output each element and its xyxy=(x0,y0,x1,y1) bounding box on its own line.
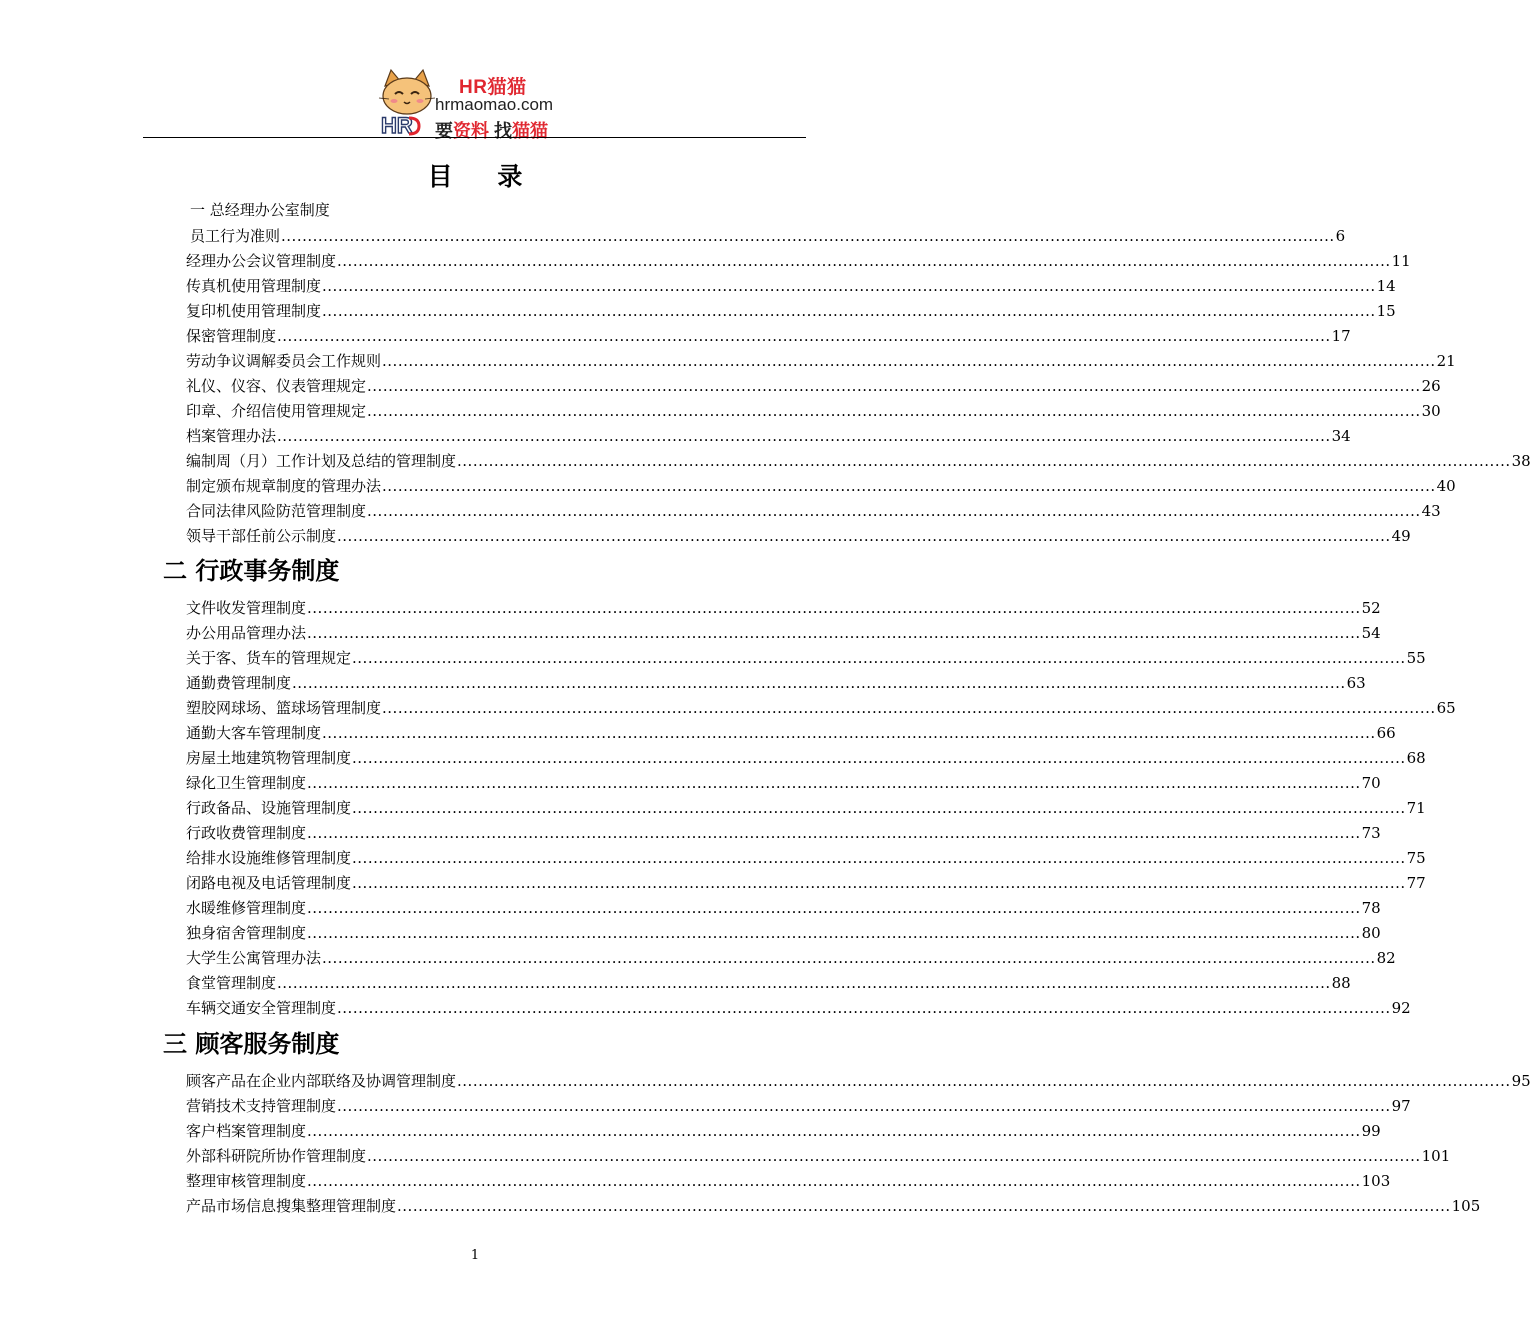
toc-entry-title: 编制周（月）工作计划及总结的管理制度 xyxy=(186,452,457,470)
toc-entry-page: 95 xyxy=(1511,1072,1531,1090)
toc-entry-page: 101 xyxy=(1421,1147,1451,1165)
hrmaomao-logo xyxy=(375,68,575,141)
toc-leader-dots: ........................................................................................................................................................................................................ xyxy=(352,874,1406,892)
toc-entry[interactable] xyxy=(186,847,1426,869)
toc-entry[interactable] xyxy=(186,622,1381,644)
toc-leader-dots: ........................................................................................................................................................................................................ xyxy=(307,1122,1361,1140)
toc-entry-page: 68 xyxy=(1406,749,1426,767)
section-heading-3: 三 顾客服务制度 xyxy=(163,1029,340,1058)
page-number: 1 xyxy=(470,1248,480,1263)
toc-entry[interactable] xyxy=(186,897,1381,919)
toc-entry-title: 员工行为准则 xyxy=(190,227,281,245)
toc-entry-page: 105 xyxy=(1451,1197,1481,1215)
toc-entry[interactable] xyxy=(186,300,1396,322)
toc-entry[interactable] xyxy=(186,997,1411,1019)
toc-entry-title: 产品市场信息搜集整理管理制度 xyxy=(186,1197,397,1215)
toc-entry-title: 大学生公寓管理办法 xyxy=(186,949,322,967)
toc-leader-dots: ........................................................................................................................................................................................................ xyxy=(367,1147,1421,1165)
toc-entry[interactable] xyxy=(186,672,1366,694)
toc-entry-page: 103 xyxy=(1361,1172,1391,1190)
toc-leader-dots: ........................................................................................................................................................................................................ xyxy=(457,452,1511,470)
toc-entry[interactable] xyxy=(186,525,1411,547)
toc-entry-page: 92 xyxy=(1391,999,1411,1017)
toc-entry-title: 劳动争议调解委员会工作规则 xyxy=(186,352,382,370)
toc-leader-dots: ........................................................................................................................................................................................................ xyxy=(337,252,1391,270)
toc-entry-title: 水暖维修管理制度 xyxy=(186,899,307,917)
toc-entry[interactable] xyxy=(186,1170,1391,1192)
header-divider xyxy=(143,137,806,138)
toc-leader-dots: ........................................................................................................................................................................................................ xyxy=(352,799,1406,817)
toc-entry[interactable] xyxy=(186,722,1396,744)
toc-entry-title: 档案管理办法 xyxy=(186,427,277,445)
toc-entry-title: 经理办公会议管理制度 xyxy=(186,252,337,270)
toc-leader-dots: ........................................................................................................................................................................................................ xyxy=(337,999,1391,1017)
toc-entry-title: 营销技术支持管理制度 xyxy=(186,1097,337,1115)
toc-leader-dots: ........................................................................................................................................................................................................ xyxy=(277,327,1331,345)
toc-entry[interactable] xyxy=(186,697,1456,719)
toc-entry[interactable] xyxy=(186,1070,1531,1092)
toc-entry[interactable] xyxy=(186,922,1381,944)
toc-leader-dots: ........................................................................................................................................................................................................ xyxy=(322,724,1376,742)
toc-entry[interactable] xyxy=(186,747,1426,769)
toc-entry-title: 通勤费管理制度 xyxy=(186,674,292,692)
toc-entry[interactable] xyxy=(186,450,1531,472)
toc-leader-dots: ........................................................................................................................................................................................................ xyxy=(277,427,1331,445)
toc-entry-title: 文件收发管理制度 xyxy=(186,599,307,617)
toc-entry[interactable] xyxy=(186,500,1441,522)
toc-entry-title: 闭路电视及电话管理制度 xyxy=(186,874,352,892)
toc-entry-page: 71 xyxy=(1406,799,1426,817)
toc-entry-page: 14 xyxy=(1376,277,1396,295)
toc-leader-dots: ........................................................................................................................................................................................................ xyxy=(322,949,1376,967)
toc-entry[interactable] xyxy=(186,597,1381,619)
toc-entry-title: 给排水设施维修管理制度 xyxy=(186,849,352,867)
site-url: hrmaomao.com xyxy=(435,95,554,114)
toc-entry[interactable] xyxy=(186,797,1426,819)
toc-leader-dots: ........................................................................................................................................................................................................ xyxy=(382,699,1436,717)
toc-entry-page: 73 xyxy=(1361,824,1381,842)
toc-leader-dots: ........................................................................................................................................................................................................ xyxy=(397,1197,1451,1215)
toc-entry-page: 52 xyxy=(1361,599,1381,617)
toc-entry[interactable] xyxy=(186,350,1456,372)
toc-entry-title: 食堂管理制度 xyxy=(186,974,277,992)
toc-entry-title: 顾客产品在企业内部联络及协调管理制度 xyxy=(186,1072,457,1090)
toc-entry-title: 制定颁布规章制度的管理办法 xyxy=(186,477,382,495)
toc-entry-page: 15 xyxy=(1376,302,1396,320)
toc-entry[interactable] xyxy=(186,425,1351,447)
toc-entry[interactable] xyxy=(186,822,1381,844)
page-header xyxy=(143,62,806,141)
toc-entry-title: 传真机使用管理制度 xyxy=(186,277,322,295)
toc-leader-dots: ........................................................................................................................................................................................................ xyxy=(277,974,1331,992)
toc-leader-dots: ........................................................................................................................................................................................................ xyxy=(307,1172,1361,1190)
toc-entry-page: 11 xyxy=(1391,252,1411,270)
toc-entry[interactable] xyxy=(186,400,1441,422)
toc-leader-dots: ........................................................................................................................................................................................................ xyxy=(382,477,1436,495)
toc-entry-title: 整理审核管理制度 xyxy=(186,1172,307,1190)
toc-entry-page: 63 xyxy=(1346,674,1366,692)
toc-leader-dots: ........................................................................................................................................................................................................ xyxy=(307,774,1361,792)
section-heading-2: 二 行政事务制度 xyxy=(163,556,340,585)
toc-entry-page: 65 xyxy=(1436,699,1456,717)
toc-entry-title: 保密管理制度 xyxy=(186,327,277,345)
toc-entry-page: 55 xyxy=(1406,649,1426,667)
toc-entry-title: 复印机使用管理制度 xyxy=(186,302,322,320)
toc-entry-title: 房屋土地建筑物管理制度 xyxy=(186,749,352,767)
toc-entry[interactable] xyxy=(186,1195,1481,1217)
toc-entry-title: 行政备品、设施管理制度 xyxy=(186,799,352,817)
toc-entry-title: 客户档案管理制度 xyxy=(186,1122,307,1140)
toc-entry-page: 78 xyxy=(1361,899,1381,917)
toc-entry-page: 99 xyxy=(1361,1122,1381,1140)
toc-leader-dots: ........................................................................................................................................................................................................ xyxy=(367,402,1421,420)
slogan: 要资料 找猫猫 xyxy=(435,121,549,141)
toc-entry-page: 66 xyxy=(1376,724,1396,742)
toc-leader-dots: ........................................................................................................................................................................................................ xyxy=(322,302,1376,320)
svg-text:HR: HR xyxy=(381,113,413,138)
toc-entry-title: 行政收费管理制度 xyxy=(186,824,307,842)
hr-badge-icon xyxy=(379,112,427,138)
toc-entry-title: 车辆交通安全管理制度 xyxy=(186,999,337,1017)
toc-entry-title: 礼仪、仪容、仪表管理规定 xyxy=(186,377,367,395)
toc-entry[interactable] xyxy=(186,375,1441,397)
toc-entry[interactable] xyxy=(186,647,1426,669)
toc-entry-title: 通勤大客车管理制度 xyxy=(186,724,322,742)
toc-entry[interactable] xyxy=(186,1120,1381,1142)
toc-entry[interactable] xyxy=(186,972,1351,994)
toc-leader-dots: ........................................................................................................................................................................................................ xyxy=(307,924,1361,942)
toc-entry-title: 绿化卫生管理制度 xyxy=(186,774,307,792)
toc-leader-dots: ........................................................................................................................................................................................................ xyxy=(352,849,1406,867)
toc-entry[interactable] xyxy=(186,250,1411,272)
toc-entry[interactable] xyxy=(186,772,1381,794)
toc-entry[interactable] xyxy=(186,275,1396,297)
toc-entry-title: 塑胶网球场、篮球场管理制度 xyxy=(186,699,382,717)
toc-entry-title: 独身宿舍管理制度 xyxy=(186,924,307,942)
toc-entry-page: 88 xyxy=(1331,974,1351,992)
toc-entry-page: 54 xyxy=(1361,624,1381,642)
brand-name: HR猫猫 xyxy=(459,77,527,98)
toc-entry[interactable] xyxy=(186,947,1396,969)
toc-entry[interactable] xyxy=(186,475,1456,497)
toc-leader-dots: ........................................................................................................................................................................................................ xyxy=(281,227,1335,245)
toc-entry-title: 领导干部任前公示制度 xyxy=(186,527,337,545)
toc-entry[interactable] xyxy=(190,225,1346,247)
toc-leader-dots: ........................................................................................................................................................................................................ xyxy=(307,899,1361,917)
page-title: 目 录 xyxy=(427,162,541,191)
toc-leader-dots: ........................................................................................................................................................................................................ xyxy=(382,352,1436,370)
toc-entry-page: 77 xyxy=(1406,874,1426,892)
toc-entry-page: 17 xyxy=(1331,327,1351,345)
toc-entry-page: 97 xyxy=(1391,1097,1411,1115)
toc-leader-dots: ........................................................................................................................................................................................................ xyxy=(367,377,1421,395)
toc-leader-dots: ........................................................................................................................................................................................................ xyxy=(292,674,1346,692)
toc-entry-title: 外部科研院所协作管理制度 xyxy=(186,1147,367,1165)
toc-leader-dots: ........................................................................................................................................................................................................ xyxy=(367,502,1421,520)
toc-leader-dots: ........................................................................................................................................................................................................ xyxy=(307,624,1361,642)
toc-entry-page: 21 xyxy=(1436,352,1456,370)
toc-entry-page: 75 xyxy=(1406,849,1426,867)
toc-entry-page: 26 xyxy=(1421,377,1441,395)
toc-entry-page: 30 xyxy=(1421,402,1441,420)
toc-entry[interactable] xyxy=(186,1145,1451,1167)
toc-entry-page: 80 xyxy=(1361,924,1381,942)
toc-leader-dots: ........................................................................................................................................................................................................ xyxy=(322,277,1376,295)
toc-entry-title: 合同法律风险防范管理制度 xyxy=(186,502,367,520)
toc-entry-page: 43 xyxy=(1421,502,1441,520)
toc-entry-page: 34 xyxy=(1331,427,1351,445)
toc-leader-dots: ........................................................................................................................................................................................................ xyxy=(307,824,1361,842)
toc-entry-page: 82 xyxy=(1376,949,1396,967)
toc-entry-page: 70 xyxy=(1361,774,1381,792)
toc-entry-title: 关于客、货车的管理规定 xyxy=(186,649,352,667)
toc-leader-dots: ........................................................................................................................................................................................................ xyxy=(352,749,1406,767)
toc-entry[interactable] xyxy=(186,872,1426,894)
toc-entry-page: 38 xyxy=(1511,452,1531,470)
toc-entry-title: 办公用品管理办法 xyxy=(186,624,307,642)
section-heading-1: 一 总经理办公室制度 xyxy=(190,201,330,219)
toc-entry-title: 印章、介绍信使用管理规定 xyxy=(186,402,367,420)
toc-leader-dots: ........................................................................................................................................................................................................ xyxy=(337,1097,1391,1115)
toc-leader-dots: ........................................................................................................................................................................................................ xyxy=(457,1072,1511,1090)
toc-entry[interactable] xyxy=(186,1095,1411,1117)
toc-leader-dots: ........................................................................................................................................................................................................ xyxy=(307,599,1361,617)
toc-leader-dots: ........................................................................................................................................................................................................ xyxy=(337,527,1391,545)
toc-entry-page: 49 xyxy=(1391,527,1411,545)
toc-leader-dots: ........................................................................................................................................................................................................ xyxy=(352,649,1406,667)
toc-entry[interactable] xyxy=(186,325,1351,347)
toc-entry-page: 6 xyxy=(1335,227,1346,245)
toc-entry-page: 40 xyxy=(1436,477,1456,495)
